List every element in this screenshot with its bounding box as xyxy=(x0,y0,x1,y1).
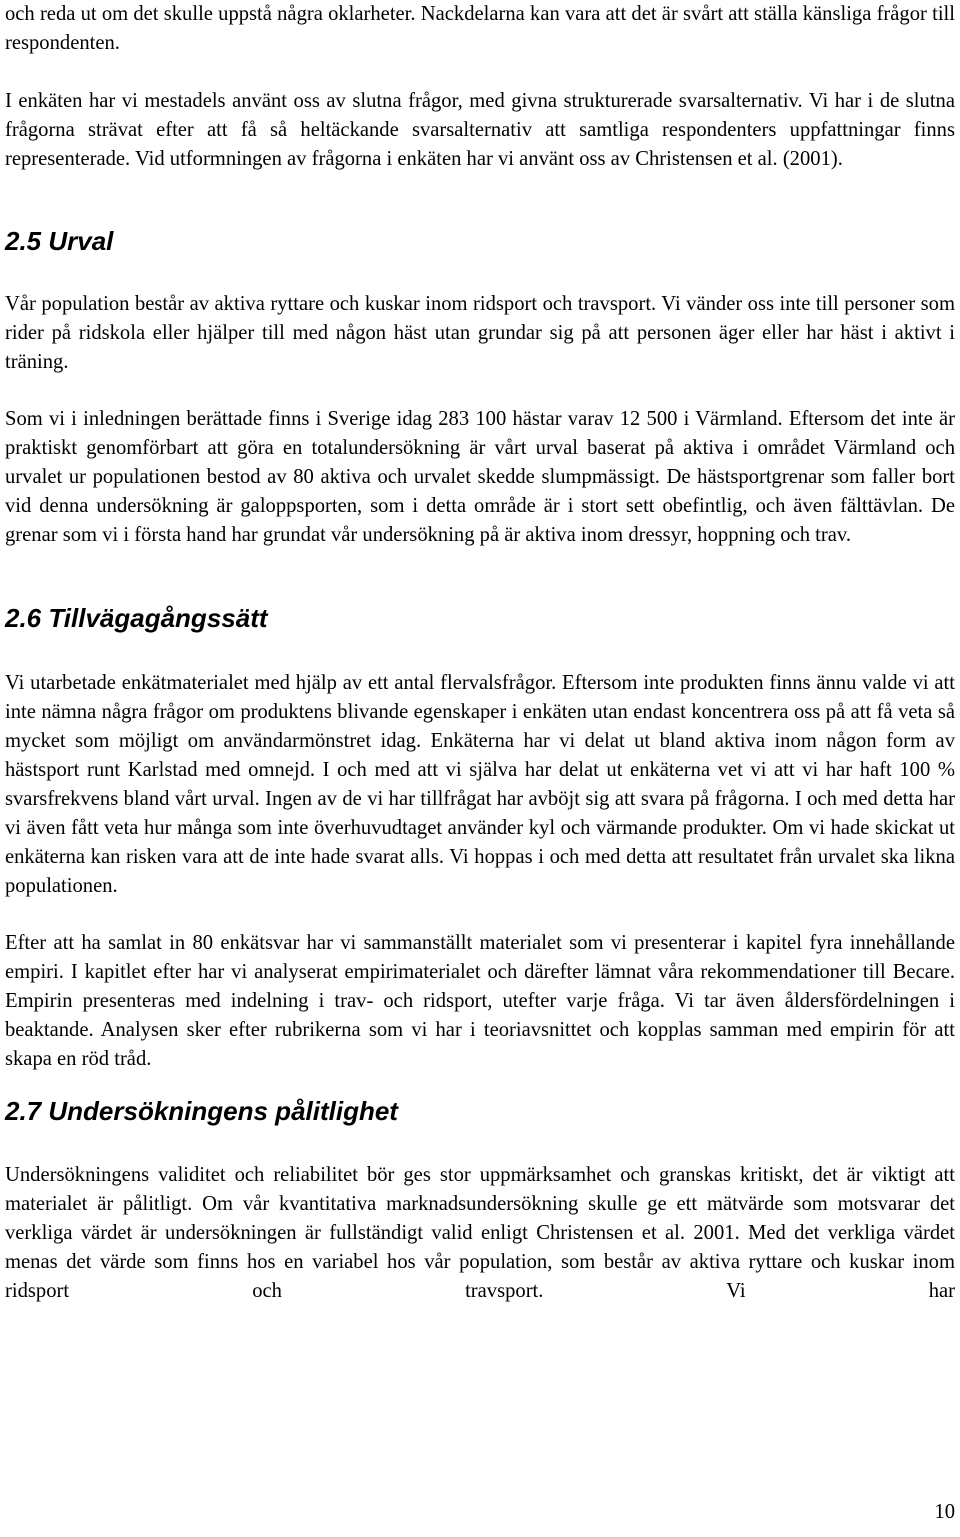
section-heading-urval: 2.5 Urval xyxy=(5,226,114,256)
section-heading-palitlighet: 2.7 Undersökningens pålitlighet xyxy=(5,1096,398,1126)
paragraph-sample: Som vi i inledningen berättade finns i Sverige idag 283 100 hästar varav 12 500 i Värmland. Eftersom det inte är praktiskt genomförbart att göra en totalundersökning är vårt urval baserat på aktiva i området Värmland och urvalet ur populationen bestod av 80 aktiva och urvalet skedde slumpmässigt. De hästsportgrenar som faller bort vid denna undersökning är galoppsporten, som i detta område är i stort sett obefintlig, och även fälttävlan. De grenar som vi i första hand har grundat vår undersökning på är aktiva inom dressyr, hoppning och trav. xyxy=(5,408,955,546)
paragraph-compilation: Efter att ha samlat in 80 enkätsvar har vi sammanställt materialet som vi presenterar i kapitel fyra innehållande empiri. I kapitlet efter har vi analyserat empirimaterialet och därefter lämnat våra rekommendationer till Becare. Empirin presenteras med indelning i trav- och ridsport, utefter varje fråga. Vi tar även åldersfördelningen i beaktande. Analysen sker efter rubrikerna som vi har i teoriavsnittet och kopplas samman med empirin för att skapa en röd tråd. xyxy=(5,932,955,1070)
paragraph-validity: Undersökningens validitet och reliabilitet bör ges stor uppmärksamhet och granskas kritiskt, det är viktigt att materialet är pålitligt. Om vår kvantitativa marknadsundersökning skulle ge ett mätvärde som motsvarar det verkliga värdet är undersökningen är fullständigt valid enligt Christensen et al. 2001. Med det verkliga värdet menas det värde som finns hos en variabel hos vår population, som består av aktiva ryttare och kuskar inom ridsport och travsport. Vi har xyxy=(5,1164,955,1302)
page-number: 10 xyxy=(934,1501,955,1523)
paragraph-question-design: I enkäten har vi mestadels använt oss av slutna frågor, med givna strukturerade svarsalternativ. Vi har i de slutna frågorna strävat efter att få så heltäckande svarsalternativ att samtliga respondenters uppfattningar finns representerade. Vid utformningen av frågorna i enkäten har vi använt oss av Christensen et al. (2001). xyxy=(5,90,955,170)
paragraph-population: Vår population består av aktiva ryttare och kuskar inom ridsport och travsport. Vi vänder oss inte till personer som rider på ridskola eller hjälper till med någon häst utan grundar sig på att personen äger eller har häst i aktivt i träning. xyxy=(5,293,955,373)
document-page xyxy=(5,0,955,1306)
section-heading-tillvagagangssatt: 2.6 Tillvägagångssätt xyxy=(5,603,268,633)
paragraph-survey-material: Vi utarbetade enkätmaterialet med hjälp av ett antal flervalsfrågor. Eftersom inte produkten finns ännu valde vi att inte nämna några frågor om produktens blivande egenskaper i enkäten utan endast koncentrera oss på att få veta så mycket som möjligt om användarmönstret idag. Enkäterna har vi delat ut bland aktiva inom någon form av hästsport runt Karlstad med omnejd. I och med att vi själva har delat ut enkäterna vet vi att vi har haft 100 % svarsfrekvens bland vårt urval. Ingen av de vi har tillfrågat har avböjt sig att svara på frågorna. I och med detta har vi även fått veta hur många som inte överhuvudtaget använder kyl och värmande produkter. Om vi hade skickat ut enkäterna kan risken vara att de inte hade svarat alls. Vi hoppas i och med detta att resultatet från urvalet ska likna populationen. xyxy=(5,672,955,897)
paragraph-intro-continuation: och reda ut om det skulle uppstå några oklarheter. Nackdelarna kan vara att det är svårt att ställa känsliga frågor till respondenten. xyxy=(5,3,955,54)
